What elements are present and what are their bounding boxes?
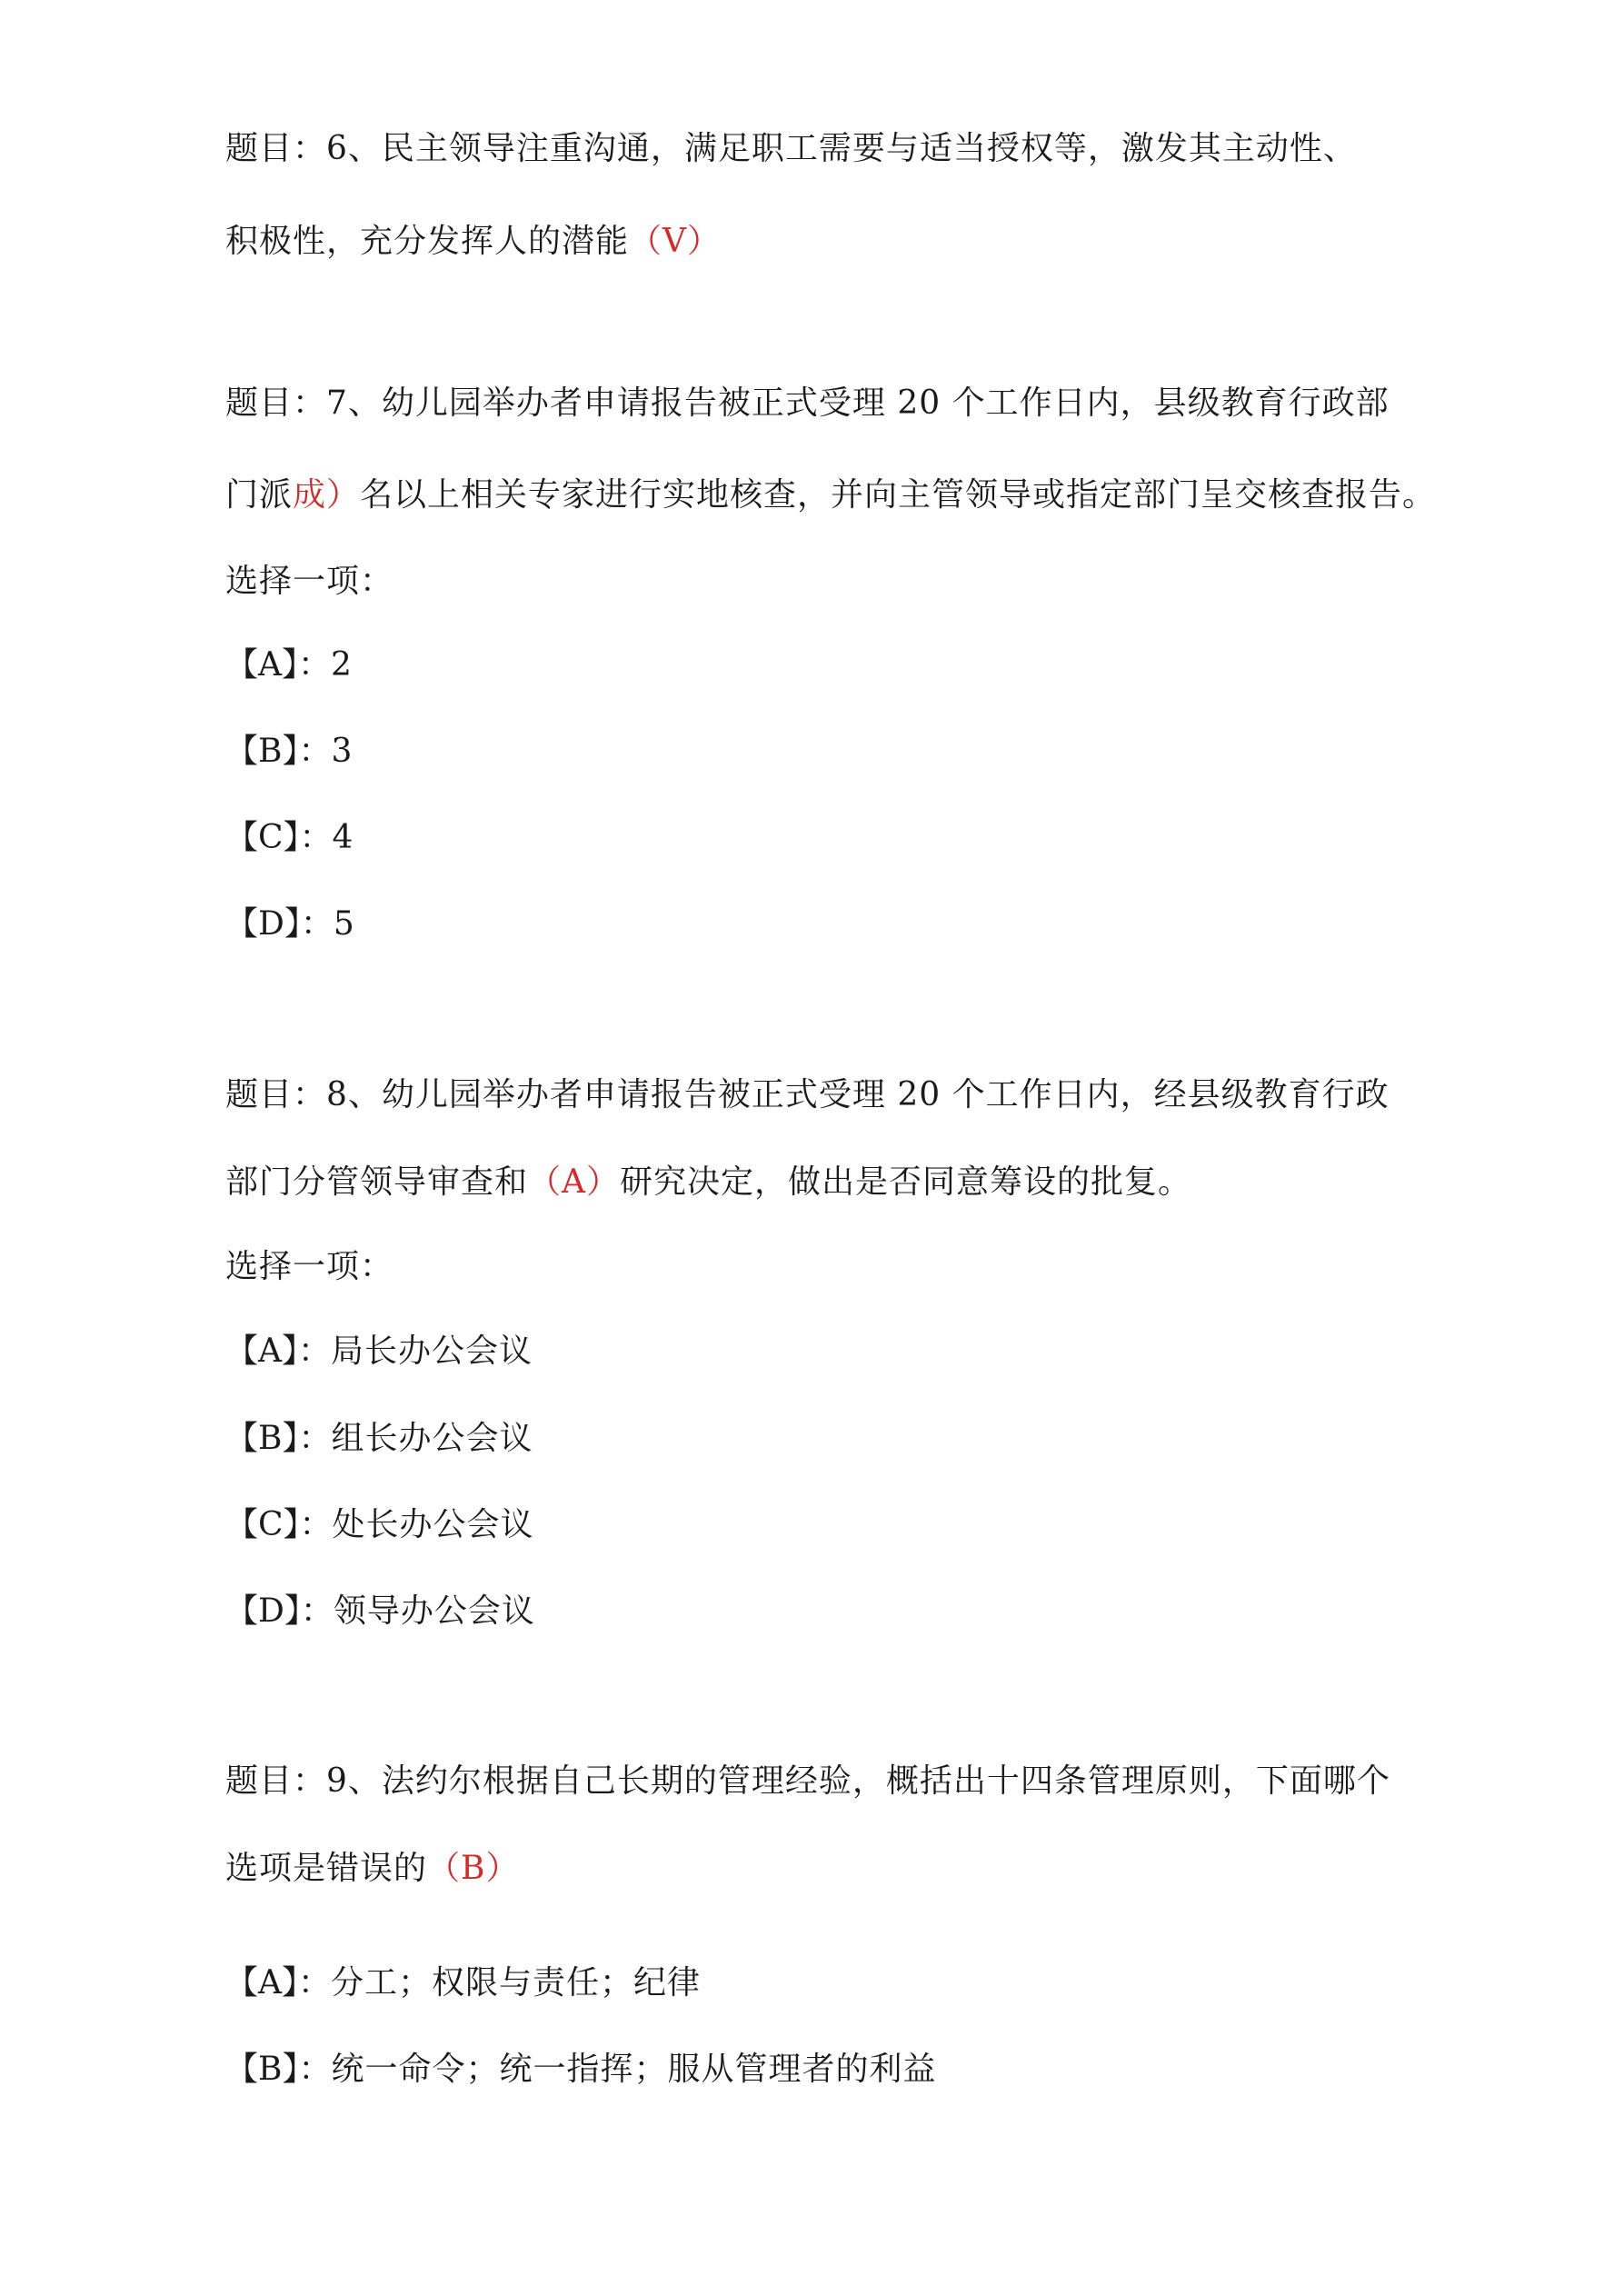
option-key: 【D】： bbox=[225, 905, 334, 943]
question-7-text-pre: 门派 bbox=[225, 476, 294, 514]
question-6-line-2 bbox=[225, 222, 721, 262]
question-8-line-2 bbox=[225, 1163, 1191, 1203]
option-key: 【C】： bbox=[225, 819, 333, 856]
question-9-answer: （B） bbox=[427, 1850, 520, 1887]
question-6-answer: （V） bbox=[629, 223, 722, 260]
option-text: 统一命令；统一指挥；服从管理者的利益 bbox=[331, 2051, 937, 2088]
question-8-option-d bbox=[225, 1592, 535, 1632]
question-7-prompt: 选择一项： bbox=[225, 563, 394, 600]
question-9-text: 题目：9、法约尔根据自己长期的管理经验，概括出十四条管理原则，下面哪个 bbox=[225, 1762, 1390, 1800]
question-6-text-cont: 积极性，充分发挥人的潜能 bbox=[225, 223, 630, 260]
option-text: 组长办公会议 bbox=[331, 1420, 533, 1457]
option-text: 4 bbox=[332, 819, 354, 856]
question-6-text: 题目：6、民主领导注重沟通，满足职工需要与适当授权等，激发其主动性、 bbox=[225, 130, 1357, 167]
question-8-prompt: 选择一项： bbox=[225, 1248, 394, 1285]
question-7-option-d bbox=[225, 904, 355, 944]
question-9-option-a bbox=[225, 1963, 701, 2003]
question-8-answer: （A） bbox=[528, 1163, 621, 1201]
option-text: 处长办公会议 bbox=[332, 1506, 534, 1543]
option-text: 2 bbox=[331, 646, 353, 684]
question-7-text: 题目：7、幼儿园举办者申请报告被正式受理 20 个工作日内，县级教育行政部 bbox=[225, 384, 1390, 422]
question-8-text-pre: 部门分管领导审查和 bbox=[225, 1163, 529, 1201]
option-key: 【D】： bbox=[225, 1592, 334, 1630]
question-7-line-2 bbox=[225, 475, 1436, 515]
question-8-option-a bbox=[225, 1332, 533, 1372]
question-9-line-2 bbox=[225, 1849, 519, 1889]
option-key: 【A】： bbox=[225, 1333, 331, 1370]
question-8-option-b bbox=[225, 1419, 533, 1459]
question-7-option-a bbox=[225, 645, 353, 685]
option-key: 【A】： bbox=[225, 1964, 331, 2002]
question-7-option-c bbox=[225, 818, 354, 858]
question-8-text-post: 研究决定，做出是否同意筹设的批复。 bbox=[620, 1163, 1192, 1201]
option-key: 【B】： bbox=[225, 733, 332, 770]
option-key: 【B】： bbox=[225, 1420, 332, 1457]
option-key: 【B】： bbox=[225, 2051, 332, 2088]
question-7-option-b bbox=[225, 732, 353, 772]
question-9-line-1 bbox=[225, 1762, 1390, 1802]
option-text: 领导办公会议 bbox=[333, 1592, 535, 1630]
question-7-text-post: 名以上相关专家进行实地核查，并向主管领导或指定部门呈交核查报告。 bbox=[360, 476, 1437, 514]
option-key: 【A】： bbox=[225, 646, 331, 684]
option-text: 局长办公会议 bbox=[331, 1333, 533, 1370]
option-text: 分工；权限与责任；纪律 bbox=[331, 1964, 702, 2002]
option-key: 【C】： bbox=[225, 1506, 333, 1543]
option-text: 3 bbox=[331, 733, 354, 770]
option-text: 5 bbox=[333, 905, 355, 943]
question-8-line-1 bbox=[225, 1075, 1390, 1115]
question-8-text: 题目：8、幼儿园举办者申请报告被正式受理 20 个工作日内，经县级教育行政 bbox=[225, 1076, 1390, 1113]
question-9-option-b bbox=[225, 2050, 936, 2090]
question-7-line-1 bbox=[225, 384, 1390, 424]
question-9-text-cont: 选项是错误的 bbox=[225, 1850, 428, 1887]
question-8-option-c bbox=[225, 1505, 534, 1545]
question-7-answer: 成） bbox=[293, 476, 361, 514]
question-6-line-1 bbox=[225, 129, 1357, 169]
